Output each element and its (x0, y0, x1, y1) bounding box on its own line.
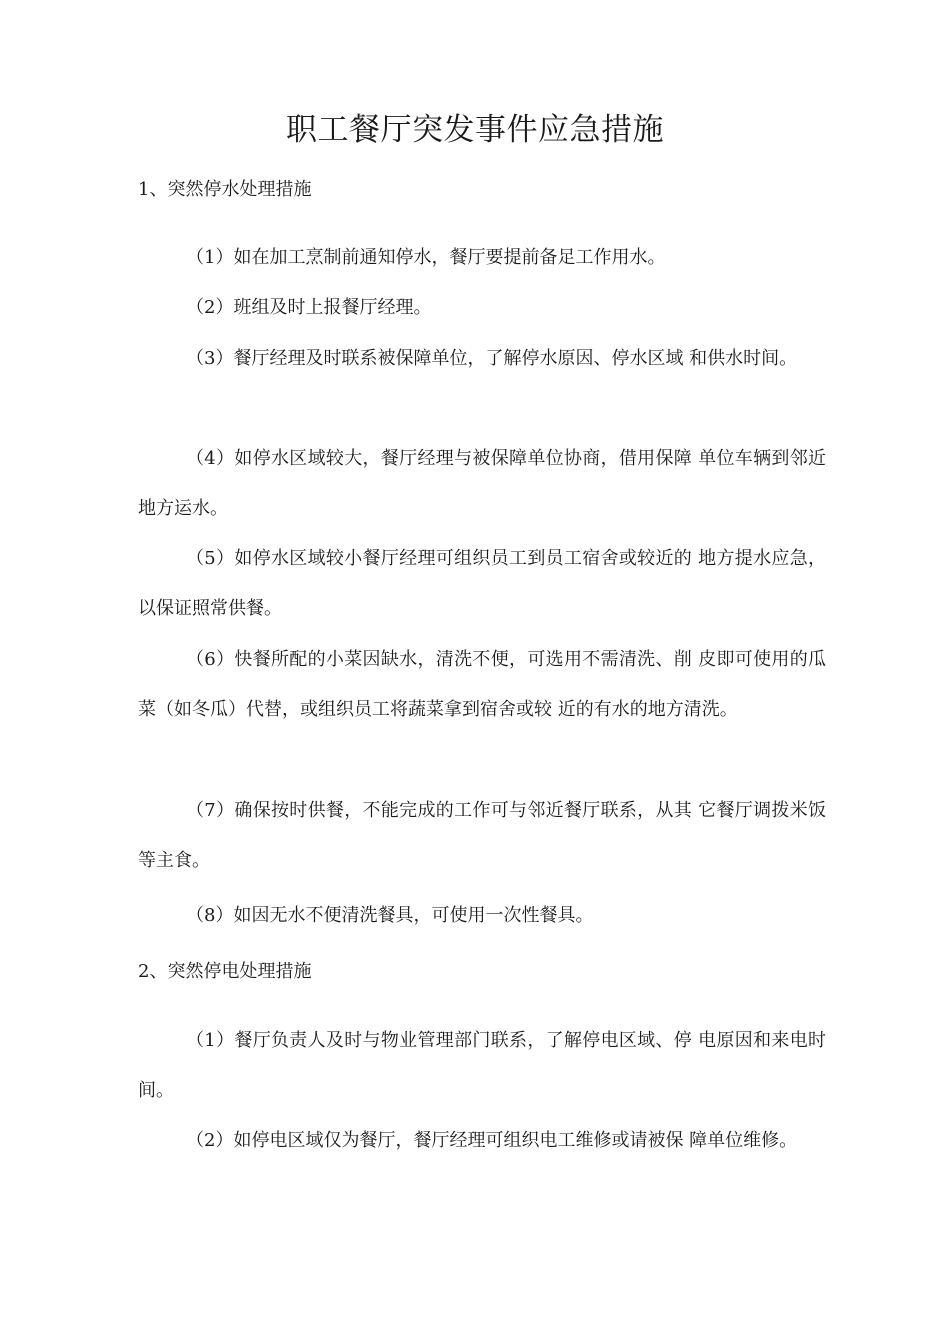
section-heading-power: 2、突然停电处理措施 (138, 961, 312, 982)
paragraph-water-2: （2）班组及时上报餐厅经理。 (186, 297, 432, 318)
paragraph-water-6: （6）快餐所配的小菜因缺水，清洗不便，可选用不需清洗、削 皮即可使用的瓜菜（如冬瓜）代替，或组织员工将蔬菜拿到宿舍或较 近的有水的地方清洗。 (138, 649, 826, 720)
document-title: 职工餐厅突发事件应急措施 (286, 112, 664, 148)
paragraph-water-5: （5）如停水区域较小餐厅经理可组织员工到员工宿舍或较近的 地方提水应急，以保证照常供餐。 (138, 548, 826, 619)
paragraph-water-7: （7）确保按时供餐，不能完成的工作可与邻近餐厅联系，从其 它餐厅调拨米饭等主食。 (138, 800, 826, 871)
paragraph-water-3: （3）餐厅经理及时联系被保障单位，了解停水原因、停水区域 和供水时间。 (186, 348, 798, 369)
paragraph-water-4: （4）如停水区域较大，餐厅经理与被保障单位协商，借用保障 单位车辆到邻近地方运水。 (138, 448, 826, 519)
section-heading-water: 1、突然停水处理措施 (138, 179, 312, 200)
paragraph-water-1: （1）如在加工烹制前通知停水，餐厅要提前备足工作用水。 (186, 247, 666, 268)
paragraph-water-8: （8）如因无水不便清洗餐具，可使用一次性餐具。 (186, 905, 594, 926)
paragraph-power-1: （1）餐厅负责人及时与物业管理部门联系，了解停电区域、停 电原因和来电时间。 (138, 1030, 826, 1101)
paragraph-power-2: （2）如停电区域仅为餐厅，餐厅经理可组织电工维修或请被保 障单位维修。 (186, 1130, 798, 1151)
